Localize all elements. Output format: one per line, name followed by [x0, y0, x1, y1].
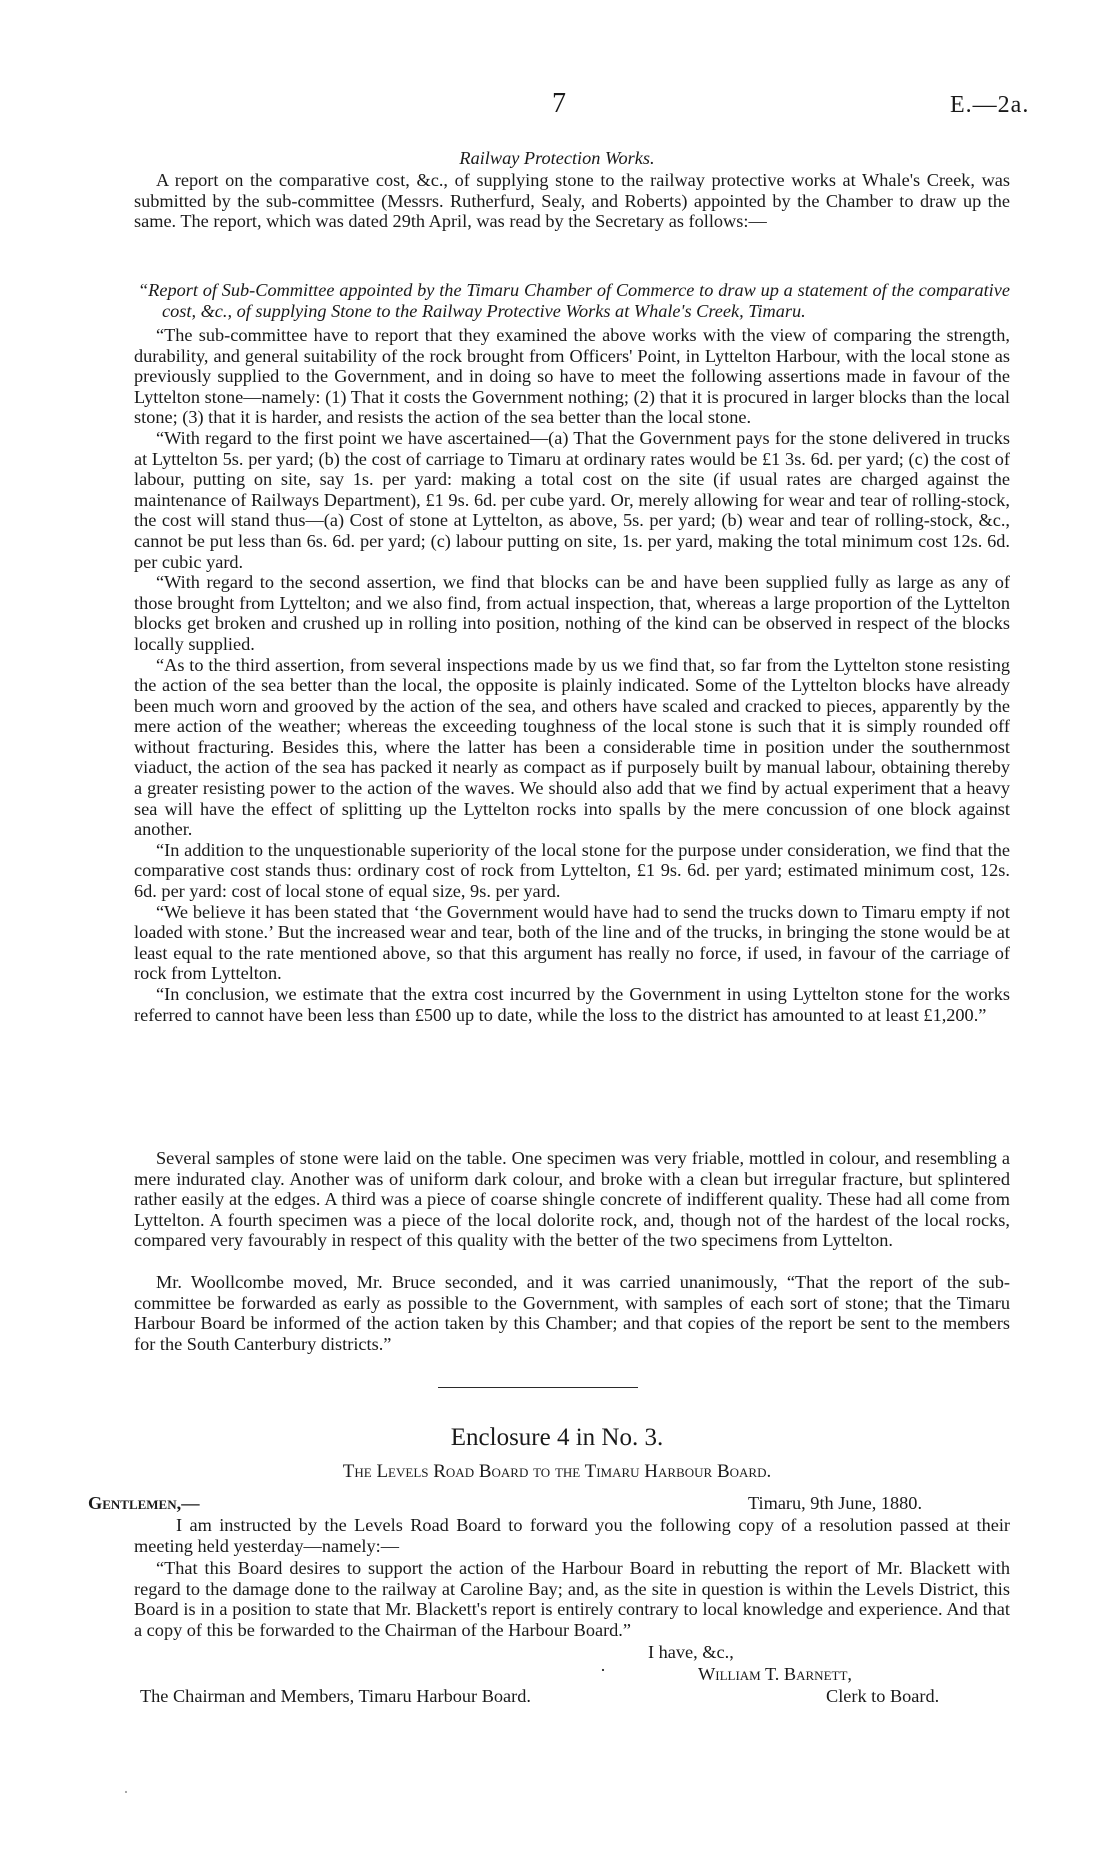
letter-from-to: The Levels Road Board to the Timaru Harbour Board.: [342, 1461, 772, 1482]
resolution-paragraph: “That this Board desires to support the action of the Harbour Board in rebutting the report of Mr. Blackett with regard to the damage done to the railway at Caroline Bay; and, as the site in question is within the Levels District, this Board is in a position to state that Mr. Blackett's report is entirely contrary to local knowledge and experience. And that a copy of this be forwarded to the Chairman of the Harbour Board.”: [134, 1558, 1010, 1640]
addressee: The Chairman and Members, Timaru Harbour Board.: [140, 1686, 531, 1706]
report-paragraph: “In addition to the unquestionable superiority of the local stone for the purpose under consideration, we find that the comparative cost stands thus: ordinary cost of rock from Lyttelton, £1 9s. 6d. per yard; estimated minimum cost, 12s. 6d. per yard: cost of local stone of equal size, 9s. per yard.: [134, 839, 1010, 902]
document-reference: E.—2a.: [950, 92, 1030, 118]
intro-paragraph: A report on the comparative cost, &c., of supplying stone to the railway protective works at Whale's Creek, was submitted by the sub-committee (Messrs. Rutherfurd, Sealy, and Roberts) appointed by the Chamber to draw up the same. The report, which was dated 29th April, was read by the Secretary as follows:—: [134, 170, 1010, 232]
report-paragraph: “In conclusion, we estimate that the extra cost incurred by the Government in using Lyttelton stone for the works referred to cannot have been less than £500 up to date, while the loss to the district has amounted to at least £1,200.”: [134, 984, 1010, 1025]
signatory-name: William T. Barnett,: [698, 1664, 852, 1684]
letter-body: I am instructed by the Levels Road Board to forward you the following copy of a resolution passed at their meeting held yesterday—namely:—: [134, 1515, 1010, 1556]
print-speck: ·: [123, 1782, 129, 1802]
page-number: 7: [552, 88, 566, 119]
report-paragraph: “With regard to the second assertion, we find that blocks can be and have been supplied fully as large as any of those brought from Lyttelton; and we also find, from actual inspection, that, whereas a large proportion of the Lyttelton blocks get broken and crushed up in rolling into position, nothing of the kind can be observed in respect of the blocks locally supplied.: [134, 572, 1010, 654]
report-paragraph: “As to the third assertion, from several inspections made by us we find that, so far from the Lyttelton stone resisting the action of the sea better than the local, the opposite is plainly indicated. Some of the Lyttelton blocks have already been much worn and grooved by the action of the sea, and others have scaled and cracked to pieces, apparently by the mere action of the weather; whereas the exceeding toughness of the local stone is such that it is simply rounded off without fracturing. Besides this, where the latter has been a considerable time in position under the southernmost viaduct, the action of the sea has packed it nearly as compact as if purposely built by manual labour, obtaining thereby a greater resisting power to the action of the waves. We should also add that we find by actual experiment that a heavy sea will have the effect of splitting up the Lyttelton rocks into spalls by the mere concussion of one block against another.: [134, 654, 1010, 840]
report-body: [134, 325, 1010, 1025]
report-paragraph: “With regard to the first point we have ascertained—(a) That the Government pays for the stone delivered in trucks at Lyttelton 5s. per yard; (b) the cost of carriage to Timaru at ordinary rates would be £1 3s. 6d. per yard; (c) the cost of labour, putting on site, say 1s. per yard: making a total cost on the site (if usual rates are charged against the maintenance of Railways Department), £1 9s. 6d. per cube yard. Or, merely allowing for wear and tear of rolling-stock, the cost will stand thus—(a) Cost of stone at Lyttelton, as above, 5s. per yard; (b) wear and tear of rolling-stock, &c., cannot be put less than 6s. 6d. per yard; (c) labour putting on site, 1s. per yard, making the total minimum cost 12s. 6d. per cubic yard.: [134, 427, 1010, 572]
enclosure-title: Enclosure 4 in No. 3.: [450, 1424, 664, 1451]
motion-paragraph: Mr. Woollcombe moved, Mr. Bruce seconded, and it was carried unanimously, “That the report of the sub-committee be forwarded as early as possible to the Government, with samples of each sort of stone; that the Timaru Harbour Board be informed of the action taken by this Chamber; and that copies of the report be sent to the members for the South Canterbury districts.”: [134, 1272, 1010, 1354]
report-title: “Report of Sub-Committee appointed by the Timaru Chamber of Commerce to draw up a statement of the comparative cost, &c., of supplying Stone to the Railway Protective Works at Whale's Creek, Timaru.: [138, 280, 1010, 321]
samples-paragraph: Several samples of stone were laid on the table. One specimen was very friable, mottled in colour, and resembling a mere indurated clay. Another was of uniform dark colour, and broke with a clean but irregular fracture, but splintered rather easily at the edges. A third was a piece of coarse shingle concrete of indifferent quality. These had all come from Lyttelton. A fourth specimen was a piece of the local dolorite rock, and, though not of the hardest of the local rocks, compared very favourably in respect of this quality with the better of the two specimens from Lyttelton.: [134, 1148, 1010, 1251]
report-paragraph: “The sub-committee have to report that they examined the above works with the view of comparing the strength, durability, and general suitability of the rock brought from Officers' Point, in Lyttelton Harbour, with the local stone as previously supplied to the Government, and in doing so have to meet the following assertions made in favour of the Lyttelton stone—namely: (1) That it costs the Government nothing; (2) that it is procured in larger blocks than the local stone; (3) that it is harder, and resists the action of the sea better than the local stone.: [134, 325, 1010, 428]
closing: I have, &c.,: [648, 1642, 734, 1662]
salutation: Gentlemen,—: [88, 1493, 200, 1513]
section-heading: Railway Protection Works.: [459, 148, 655, 168]
section-divider: [438, 1387, 638, 1388]
print-speck: ·: [600, 1660, 606, 1680]
signatory-title: Clerk to Board.: [826, 1686, 940, 1706]
report-paragraph: “We believe it has been stated that ‘the Government would have had to send the trucks down to Timaru empty if not loaded with stone.’ But the increased wear and tear, both of the line and of the trucks, in bringing the stone would be at least equal to the rate mentioned above, so that this argument has really no force, if used, in favour of the carriage of rock from Lyttelton.: [134, 901, 1010, 984]
place-date: Timaru, 9th June, 1880.: [748, 1493, 923, 1513]
